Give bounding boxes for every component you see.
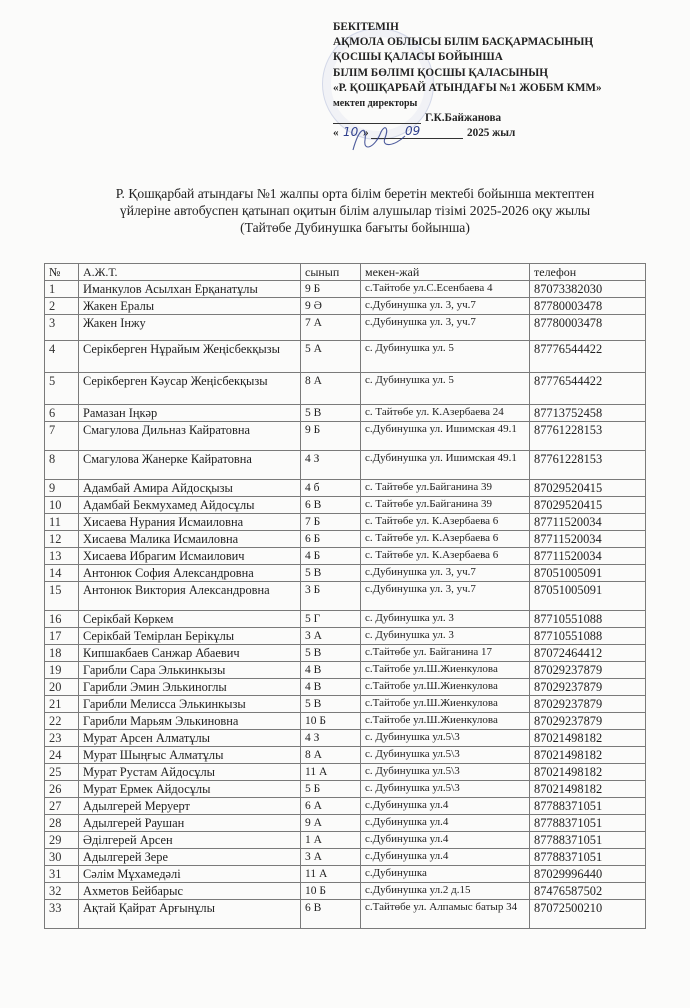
cell-number: 10	[45, 497, 79, 514]
cell-address: с. Тайтөбе ул.Байганина 39	[361, 497, 530, 514]
table-row	[45, 497, 646, 514]
cell-address: с.Дубинушка ул.4	[361, 832, 530, 849]
cell-address: с. Дубинушка ул.5\3	[361, 764, 530, 781]
table-row	[45, 582, 646, 611]
cell-full-name: Хисаева Нурания Исмаиловна	[79, 514, 301, 531]
cell-address: с.Тайтобе ул.Ш.Жиенкулова	[361, 713, 530, 730]
date-month: 09	[405, 124, 421, 139]
cell-full-name: Жакен Ералы	[79, 298, 301, 315]
cell-class: 10 Б	[301, 713, 361, 730]
table-row	[45, 849, 646, 866]
cell-class: 6 А	[301, 798, 361, 815]
cell-full-name: Хисаева Ибрагим Исмаилович	[79, 548, 301, 565]
cell-phone: 87780003478	[530, 298, 646, 315]
approval-line-2: ҚОСШЫ ҚАЛАСЫ БОЙЫНША	[333, 51, 503, 64]
cell-class: 9 Б	[301, 281, 361, 298]
table-row	[45, 480, 646, 497]
title-line-1: Р. Қошқарбай атындағы №1 жалпы орта білім беретін мектебі бойынша мектептен	[115, 186, 595, 201]
cell-class: 5 А	[301, 341, 361, 373]
table-row	[45, 373, 646, 405]
cell-address: с.Тайтобе ул.С.Есенбаева 4	[361, 281, 530, 298]
cell-address: с.Дубинушка ул. 3, уч.7	[361, 565, 530, 582]
cell-phone: 87072500210	[530, 900, 646, 929]
cell-number: 28	[45, 815, 79, 832]
table-row	[45, 422, 646, 451]
cell-number: 32	[45, 883, 79, 900]
cell-number: 27	[45, 798, 79, 815]
cell-phone: 87776544422	[530, 373, 646, 405]
cell-phone: 87029520415	[530, 497, 646, 514]
date-year: 2025 жыл	[467, 127, 516, 140]
cell-address: с. Тайтөбе ул.Байганина 39	[361, 480, 530, 497]
cell-address: с.Дубинушка ул.4	[361, 849, 530, 866]
cell-class: 5 Г	[301, 611, 361, 628]
table-row	[45, 730, 646, 747]
cell-class: 5 В	[301, 405, 361, 422]
cell-number: 9	[45, 480, 79, 497]
cell-address: с. Дубинушка ул.5\3	[361, 730, 530, 747]
table-row	[45, 628, 646, 645]
cell-phone: 87021498182	[530, 747, 646, 764]
cell-full-name: Антонюк Виктория Александровна	[79, 582, 301, 611]
cell-full-name: Ақтай Қайрат Арғынұлы	[79, 900, 301, 929]
table-row	[45, 900, 646, 929]
cell-address: с. Дубинушка ул.5\3	[361, 781, 530, 798]
table-row	[45, 645, 646, 662]
cell-phone: 87788371051	[530, 815, 646, 832]
cell-class: 9 Ә	[301, 298, 361, 315]
cell-phone: 87051005091	[530, 565, 646, 582]
table-row	[45, 866, 646, 883]
header-class: сынып	[301, 264, 361, 281]
date-open-quote: «	[333, 127, 339, 140]
cell-number: 18	[45, 645, 79, 662]
cell-full-name: Адылгерей Зере	[79, 849, 301, 866]
cell-class: 6 В	[301, 497, 361, 514]
cell-phone: 87711520034	[530, 531, 646, 548]
cell-phone: 87029237879	[530, 662, 646, 679]
cell-address: с. Тайтөбе ул. К.Азербаева 6	[361, 531, 530, 548]
cell-full-name: Адылгерей Раушан	[79, 815, 301, 832]
cell-phone: 87029520415	[530, 480, 646, 497]
cell-number: 23	[45, 730, 79, 747]
cell-address: с.Тайтобе ул.Ш.Жиенкулова	[361, 696, 530, 713]
cell-number: 22	[45, 713, 79, 730]
approval-line-3: БІЛІМ БӨЛІМІ ҚОСШЫ ҚАЛАСЫНЫҢ	[333, 66, 548, 79]
cell-class: 4 б	[301, 480, 361, 497]
table-row	[45, 281, 646, 298]
cell-address: с.Дубинушка	[361, 866, 530, 883]
cell-phone: 87713752458	[530, 405, 646, 422]
cell-full-name: Антонюк София Александровна	[79, 565, 301, 582]
cell-class: 4 Б	[301, 548, 361, 565]
cell-number: 25	[45, 764, 79, 781]
cell-full-name: Ахметов Бейбарыс	[79, 883, 301, 900]
cell-class: 7 Б	[301, 514, 361, 531]
cell-full-name: Адамбай Бекмухамед Айдосұлы	[79, 497, 301, 514]
cell-phone: 87073382030	[530, 281, 646, 298]
table-row	[45, 764, 646, 781]
header-phone: телефон	[530, 264, 646, 281]
cell-full-name: Серікбай Көркем	[79, 611, 301, 628]
cell-phone: 87761228153	[530, 451, 646, 480]
cell-address: с.Дубинушка ул.4	[361, 815, 530, 832]
approval-line-5: мектеп директоры	[333, 98, 418, 110]
cell-address: с.Тайтөбе ул. Байганина 17	[361, 645, 530, 662]
table-row	[45, 405, 646, 422]
cell-number: 26	[45, 781, 79, 798]
cell-number: 17	[45, 628, 79, 645]
cell-phone: 87711520034	[530, 548, 646, 565]
cell-address: с.Тайтөбе ул. Алпамыс батыр 34	[361, 900, 530, 929]
cell-full-name: Рамазан Іңкәр	[79, 405, 301, 422]
cell-class: 3 А	[301, 849, 361, 866]
cell-full-name: Гарибли Марьям Элькиновна	[79, 713, 301, 730]
approval-heading: БЕКІТЕМІН	[333, 21, 399, 33]
cell-class: 9 Б	[301, 422, 361, 451]
cell-full-name: Мурат Ермек Айдосұлы	[79, 781, 301, 798]
table-row	[45, 565, 646, 582]
cell-phone: 87761228153	[530, 422, 646, 451]
cell-number: 31	[45, 866, 79, 883]
cell-class: 4 З	[301, 730, 361, 747]
cell-full-name: Серікбай Темірлан Берікұлы	[79, 628, 301, 645]
cell-number: 21	[45, 696, 79, 713]
cell-full-name: Серікберген Нұрайым Жеңісбекқызы	[79, 341, 301, 373]
cell-class: 11 А	[301, 866, 361, 883]
cell-phone: 87021498182	[530, 764, 646, 781]
cell-class: 5 Б	[301, 781, 361, 798]
cell-full-name: Мурат Арсен Алматұлы	[79, 730, 301, 747]
cell-class: 8 А	[301, 373, 361, 405]
signature-icon	[345, 118, 435, 158]
cell-number: 33	[45, 900, 79, 929]
cell-class: 5 В	[301, 565, 361, 582]
signatory-name: Г.К.Байжанова	[425, 112, 502, 125]
cell-number: 15	[45, 582, 79, 611]
cell-address: с. Тайтөбе ул. К.Азербаева 6	[361, 548, 530, 565]
table-row	[45, 315, 646, 341]
table-row	[45, 679, 646, 696]
cell-full-name: Гарибли Сара Элькинкызы	[79, 662, 301, 679]
table-row	[45, 696, 646, 713]
cell-number: 5	[45, 373, 79, 405]
table-row	[45, 815, 646, 832]
header-full-name: А.Ж.Т.	[79, 264, 301, 281]
cell-address: с.Дубинушка ул. 3, уч.7	[361, 298, 530, 315]
cell-class: 8 А	[301, 747, 361, 764]
cell-number: 7	[45, 422, 79, 451]
cell-full-name: Гарибли Мелисса Элькинкызы	[79, 696, 301, 713]
cell-full-name: Сәлім Мұхамедәлі	[79, 866, 301, 883]
cell-number: 6	[45, 405, 79, 422]
table-row	[45, 298, 646, 315]
cell-phone: 87072464412	[530, 645, 646, 662]
students-table	[44, 263, 646, 929]
cell-phone: 87788371051	[530, 798, 646, 815]
cell-address: с. Дубинушка ул. 3	[361, 628, 530, 645]
cell-class: 5 В	[301, 645, 361, 662]
cell-class: 10 Б	[301, 883, 361, 900]
cell-phone: 87788371051	[530, 832, 646, 849]
cell-class: 4 З	[301, 451, 361, 480]
cell-address: с. Тайтөбе ул. К.Азербаева 24	[361, 405, 530, 422]
cell-full-name: Адылгерей Меруерт	[79, 798, 301, 815]
cell-full-name: Иманкулов Асылхан Ерқанатұлы	[79, 281, 301, 298]
header-number: №	[45, 264, 79, 281]
cell-address: с.Дубинушка ул.4	[361, 798, 530, 815]
cell-phone: 87021498182	[530, 730, 646, 747]
cell-full-name: Мурат Рустам Айдосұлы	[79, 764, 301, 781]
table-row	[45, 832, 646, 849]
cell-number: 16	[45, 611, 79, 628]
cell-number: 20	[45, 679, 79, 696]
title-line-3: (Тайтөбе Дубинушка бағыты бойынша)	[240, 220, 470, 235]
cell-address: с.Тайтобе ул.Ш.Жиенкулова	[361, 679, 530, 696]
cell-number: 29	[45, 832, 79, 849]
cell-class: 3 Б	[301, 582, 361, 611]
table-header-row	[45, 264, 646, 281]
cell-phone: 87029237879	[530, 713, 646, 730]
table-row	[45, 883, 646, 900]
cell-class: 9 А	[301, 815, 361, 832]
table-row	[45, 531, 646, 548]
cell-number: 12	[45, 531, 79, 548]
cell-number: 8	[45, 451, 79, 480]
cell-class: 4 В	[301, 679, 361, 696]
cell-address: с.Дубинушка ул. Ишимская 49.1	[361, 451, 530, 480]
cell-address: с.Дубинушка ул. Ишимская 49.1	[361, 422, 530, 451]
approval-line-1: АҚМОЛА ОБЛЫСЫ БІЛІМ БАСҚАРМАСЫНЫҢ	[333, 36, 594, 49]
cell-address: с. Тайтөбе ул. К.Азербаева 6	[361, 514, 530, 531]
table-row	[45, 747, 646, 764]
cell-phone: 87788371051	[530, 849, 646, 866]
cell-address: с.Дубинушка ул. 3, уч.7	[361, 582, 530, 611]
cell-phone: 87710551088	[530, 611, 646, 628]
cell-phone: 87029237879	[530, 696, 646, 713]
cell-phone: 87780003478	[530, 315, 646, 341]
cell-address: с.Тайтобе ул.Ш.Жиенкулова	[361, 662, 530, 679]
cell-full-name: Смагулова Жанерке Кайратовна	[79, 451, 301, 480]
table-row	[45, 451, 646, 480]
table-row	[45, 798, 646, 815]
cell-number: 14	[45, 565, 79, 582]
table-row	[45, 713, 646, 730]
table-row	[45, 514, 646, 531]
cell-full-name: Хисаева Малика Исмаиловна	[79, 531, 301, 548]
cell-number: 19	[45, 662, 79, 679]
cell-number: 24	[45, 747, 79, 764]
header-address: мекен-жай	[361, 264, 530, 281]
cell-class: 6 В	[301, 900, 361, 929]
cell-number: 2	[45, 298, 79, 315]
cell-number: 11	[45, 514, 79, 531]
cell-class: 3 А	[301, 628, 361, 645]
cell-phone: 87776544422	[530, 341, 646, 373]
cell-class: 1 А	[301, 832, 361, 849]
cell-address: с. Дубинушка ул. 5	[361, 373, 530, 405]
cell-phone: 87476587502	[530, 883, 646, 900]
cell-address: с.Дубинушка ул. 3, уч.7	[361, 315, 530, 341]
cell-full-name: Әділгерей Арсен	[79, 832, 301, 849]
cell-phone: 87029996440	[530, 866, 646, 883]
table-body	[45, 281, 646, 929]
table-row	[45, 662, 646, 679]
cell-number: 3	[45, 315, 79, 341]
approval-line-4: «Р. ҚОШҚАРБАЙ АТЫНДАҒЫ №1 ЖОББМ КММ»	[333, 81, 602, 94]
cell-full-name: Мурат Шыңғыс Алматұлы	[79, 747, 301, 764]
date-close-quote: »	[363, 127, 369, 140]
title-line-2: үйлеріне автобуспен қатынап оқитын білім алушылар тізімі 2025-2026 оқу жылы	[119, 203, 591, 218]
cell-phone: 87710551088	[530, 628, 646, 645]
cell-full-name: Жакен Інжу	[79, 315, 301, 341]
cell-phone: 87021498182	[530, 781, 646, 798]
cell-number: 30	[45, 849, 79, 866]
table-row	[45, 548, 646, 565]
cell-class: 4 В	[301, 662, 361, 679]
cell-full-name: Кипшакбаев Санжар Абаевич	[79, 645, 301, 662]
cell-number: 13	[45, 548, 79, 565]
cell-address: с. Дубинушка ул. 3	[361, 611, 530, 628]
cell-class: 6 Б	[301, 531, 361, 548]
cell-class: 11 А	[301, 764, 361, 781]
table-row	[45, 611, 646, 628]
cell-full-name: Серікберген Кәусар Жеңісбекқызы	[79, 373, 301, 405]
cell-full-name: Адамбай Амира Айдосқызы	[79, 480, 301, 497]
cell-class: 5 В	[301, 696, 361, 713]
cell-full-name: Смагулова Дильназ Кайратовна	[79, 422, 301, 451]
cell-full-name: Гарибли Эмин Элькиноглы	[79, 679, 301, 696]
cell-address: с. Дубинушка ул. 5	[361, 341, 530, 373]
cell-class: 7 А	[301, 315, 361, 341]
cell-number: 1	[45, 281, 79, 298]
date-day: 10	[343, 125, 359, 140]
cell-phone: 87029237879	[530, 679, 646, 696]
cell-address: с.Дубинушка ул.2 д.15	[361, 883, 530, 900]
table-row	[45, 781, 646, 798]
cell-address: с. Дубинушка ул.5\3	[361, 747, 530, 764]
table-row	[45, 341, 646, 373]
cell-number: 4	[45, 341, 79, 373]
cell-phone: 87711520034	[530, 514, 646, 531]
cell-phone: 87051005091	[530, 582, 646, 611]
document-title	[60, 185, 650, 236]
